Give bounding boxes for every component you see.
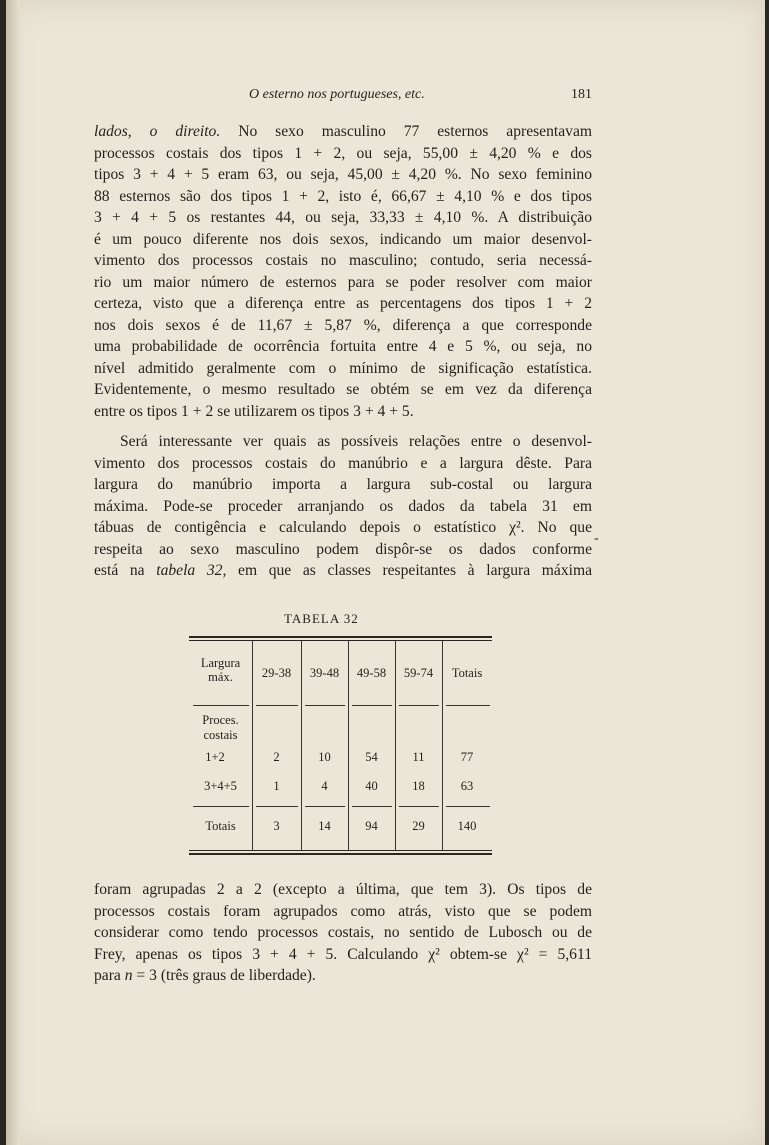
row-separator: [305, 705, 345, 706]
paragraph-1: [94, 121, 592, 422]
text-line: Será interessante ver quais as possíveis relações entre o desenvol-: [120, 433, 592, 450]
total-cell: 94: [365, 819, 378, 833]
row-separator: [256, 705, 298, 706]
column-header: 49-58: [356, 666, 387, 680]
table-cell: 63: [460, 779, 474, 793]
running-header: [94, 87, 592, 107]
text-line: largura do manúbrio importa a largura sub-costal ou largura: [94, 476, 592, 493]
text-line: foram agrupadas 2 a 2 (excepto a última, que tem 3). Os tipos de: [94, 881, 592, 898]
column-header: 59-74: [403, 666, 434, 680]
table-cell: 4: [321, 779, 328, 793]
text-line: lados, o direito. No sexo masculino 77 esternos apresentavam: [94, 123, 593, 140]
text-line: considerar como tendo processos costais, no sentido de Lubosch ou de: [94, 924, 592, 941]
table-cell: 18: [412, 779, 425, 793]
text-line: respeita ao sexo masculino podem dispôr-se os dados conforme: [94, 540, 592, 558]
row-separator: [399, 705, 439, 706]
text-line: máxima. Pode-se proceder arranjando os dados da tabela 31 em: [94, 497, 592, 515]
table-cell: 2: [273, 750, 280, 764]
text-line: para n = 3 (três graus de liberdade).: [94, 967, 316, 984]
running-title: O esterno nos portugueses, etc.: [249, 87, 425, 102]
totals-label: Totais: [205, 819, 236, 833]
total-cell: 3: [273, 819, 280, 833]
text-line: processos costais dos tipos 1 + 2, ou seja, 55,00 ± 4,20 % e dos: [94, 144, 592, 162]
text-line: nível admitido geralmente com o mínimo de significação estatística.: [94, 359, 592, 377]
text-line: processos costais foram agrupados como atrás, visto que se podem: [94, 902, 592, 920]
row-separator: [193, 705, 249, 706]
row-label: 1+2: [205, 750, 225, 764]
text-line: nos dois sexos é de 11,67 ± 5,87 %, diferença a que corresponde: [94, 316, 592, 334]
table-cell: 11: [412, 750, 425, 764]
column-header: Totais: [451, 666, 483, 680]
paragraph-2: [94, 431, 592, 582]
stub-header: Proces. costais: [202, 713, 239, 742]
row-separator: [256, 806, 298, 807]
column-header: 29-38: [261, 666, 292, 680]
row-separator: [446, 705, 490, 706]
total-cell: 14: [318, 819, 331, 833]
row-separator: [399, 806, 439, 807]
text-line: tábuas de contigência e calculando depois o estatístico χ². No que: [94, 519, 592, 536]
row-label: 3+4+5: [204, 779, 237, 793]
table-cell: 77: [460, 750, 474, 764]
text-line: é um pouco diferente nos dois sexos, indicando um maior desenvol-: [94, 230, 592, 248]
text-line: está na tabela 32, em que as classes respeitantes à largura máxima: [94, 562, 592, 579]
table-top-rule-thin: [189, 640, 492, 641]
row-separator: [352, 806, 392, 807]
margin-mark: -: [594, 531, 599, 546]
paragraph-3: [94, 879, 592, 987]
table-cell: 54: [365, 750, 378, 764]
page-number: 181: [571, 87, 592, 102]
row-separator: [193, 806, 249, 807]
page-gutter: [6, 0, 20, 1145]
text-line: 88 esternos são dos tipos 1 + 2, isto é, 66,67 ± 4,10 % e dos tipos: [94, 187, 592, 205]
text-line: Evidentemente, o mesmo resultado se obtém se em vez da diferença: [94, 381, 592, 398]
book-page: [6, 0, 765, 1145]
table-bottom-rule: [189, 853, 492, 855]
text-line: Frey, apenas os tipos 3 + 4 + 5. Calculando χ² obtem-se χ² = 5,611: [94, 945, 592, 963]
text-line: vimento dos processos costais no masculino; contudo, seria necessá-: [94, 252, 592, 269]
table-bottom-rule-thin: [189, 850, 492, 851]
total-cell: 29: [412, 819, 425, 833]
row-separator: [352, 705, 392, 706]
text-line: tipos 3 + 4 + 5 eram 63, ou seja, 45,00 ± 4,20 %. No sexo feminino: [94, 166, 592, 183]
text-line: rio um maior número de esternos para se poder resolver com maior: [94, 273, 592, 291]
column-header: 39-48: [309, 666, 340, 680]
total-cell: 140: [457, 819, 477, 833]
table-top-rule: [189, 636, 492, 638]
table-caption: TABELA 32: [284, 611, 359, 626]
table-cell: 1: [273, 779, 280, 793]
text-line: 3 + 4 + 5 os restantes 44, ou seja, 33,33 ± 4,10 %. A distribuição: [94, 209, 592, 226]
corner-header: Largura máx.: [200, 656, 241, 684]
text-line: uma probabilidade de ocorrência fortuita entre 4 e 5 %, ou seja, no: [94, 338, 592, 355]
text-line: certeza, visto que a diferença entre as percentagens dos tipos 1 + 2: [94, 295, 592, 312]
contingency-table: [189, 636, 492, 860]
row-separator: [305, 806, 345, 807]
text-line: vimento dos processos costais do manúbrio e a largura dêste. Para: [94, 454, 592, 472]
text-line: entre os tipos 1 + 2 se utilizarem os tipos 3 + 4 + 5.: [94, 402, 414, 420]
table-cell: 10: [318, 750, 331, 764]
row-separator: [446, 806, 490, 807]
table-cell: 40: [365, 779, 378, 793]
